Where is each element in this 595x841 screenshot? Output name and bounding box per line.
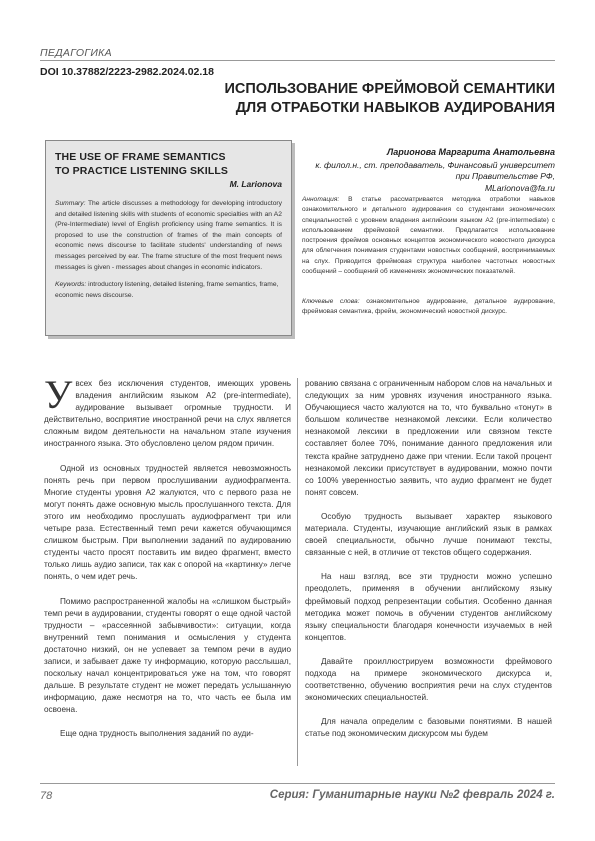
summary-text: The article discusses a methodology for developing introductory and detailed listening skills with students of economic specialties with an A2 (Pre-Intermediate) level of English proficiency using frame semantics. It is proposed to use the construction of frames of the main concepts of economic news discourse to facilitate students' understanding of news messages perceived by ear. The frame structure of the most frequent news messages is given - messages about changes in economic indicators. <box>55 200 282 271</box>
page-number: 78 <box>40 790 53 802</box>
annotation-label: Аннотация: <box>302 196 340 203</box>
drop-cap: У <box>44 372 73 417</box>
keywords-ru-label: Ключевые слова: <box>302 298 360 305</box>
series-label: Серия: Гуманитарные науки №2 февраль 2024 г. <box>269 789 555 801</box>
annotation-text: В статье рассматривается методика отработки навыков ознакомительного и детального аудирования со студентами экономических специальностей с уровнем владения английским языком А2 (pre-intermediate) с использованием фреймовой семантики. Предлагается использование построения фреймов основных концептов экономического новостного дискурса для облегчения понимания студентами новостных сообщений, воспринимаемых на слух. Приводится фреймовая структура наиболее частотных новостных сообщений – сообщений об изменениях экономических показателей. <box>302 196 555 276</box>
english-title-line-2: TO PRACTICE LISTENING SKILLS <box>55 165 228 177</box>
author-affiliation-2: при Правительстве РФ, <box>455 171 555 181</box>
body-column-right <box>305 378 552 752</box>
article-title-line-1: ИСПОЛЬЗОВАНИЕ ФРЕЙМОВОЙ СЕМАНТИКИ <box>224 81 555 97</box>
article-title-line-2: ДЛЯ ОТРАБОТКИ НАВЫКОВ АУДИРОВАНИЯ <box>235 100 555 116</box>
english-abstract-box <box>45 140 292 336</box>
paragraph <box>44 372 291 451</box>
paragraph: рованию связана с ограниченным набором слов на начальных и следующих за ним уровнях изучения иностранного языка. Обучающиеся часто жалуются на то, что буквально «тонут» в большом количестве незнакомой лексики. Если количество незнакомой лексики в предложении или связном тексте составляет более 70%, понимание данного предложения или текста крайне затруднено даже при чтении. Если такой процент незнакомой лексики присутствует в аудировании, можно почти со 100% уверенностью заявить, что аудио фрагмент не будет понят совсем. <box>305 379 552 497</box>
author-affiliation-1: к. филол.н., ст. преподаватель, Финансовый университет <box>315 159 555 170</box>
keywords-text: introductory listening, detailed listening, frame semantics, frame, economic news discourse. <box>55 281 279 299</box>
paragraph-text: всех без исключения студентов, имеющих уровень владения английским языком А2 (pre-intermediate), аудирование вызывает огромные трудности. И действительно, восприятие иностранной речи на слух является сложным видом деятельности на начальном этапе изучения иностранного языка. Это обусловлено целом рядом причин. <box>44 379 291 449</box>
paragraph: Еще одна трудность выполнения заданий по ауди- <box>60 729 254 739</box>
english-summary <box>55 199 282 273</box>
doi-label: DOI 10.37882/2223-2982.2024.02.18 <box>40 66 214 78</box>
body-column-left <box>44 372 291 753</box>
paragraph: Давайте проиллюстрируем возможности фреймового подхода на примере экономического дискурса и, соответственно, обучению восприятия речи на слух студентов экономических специальностей. <box>305 656 552 703</box>
paragraph: Особую трудность вызывает характер языкового материала. Студенты, изучающие английский язык в рамках своей специальности, обычно лучше понимают тексты, связанные с ней, в отличие от текстов общего содержания. <box>305 511 552 558</box>
keywords-label: Keywords: <box>55 281 87 289</box>
english-keywords <box>55 280 282 301</box>
paragraph: Помимо распространенной жалобы на «слишком быстрый» темп речи в аудировании, студенты говорят о еще одной частой трудности – «рассеянной забывчивости»: ситуации, когда внутренний темп понимания и осмысления у студента достаточно низкий, он не успевает за темпом речи в аудио записи, и забывает даже ту информацию, которую расслышал, поскольку начал концентрироваться уже на том, что говорят дальше. В результате студент не может передать услышанную информацию, даже несмотря на то, что часть ее была им освоена. <box>44 596 291 715</box>
keywords-ru-text: ознакомительное аудирование, детальное аудирование, фреймовая семантика, фрейм, экономический новостной дискурс. <box>302 298 555 316</box>
english-title <box>55 150 282 178</box>
english-title-line-1: THE USE OF FRAME SEMANTICS <box>55 151 226 163</box>
paragraph: Для начала определим с базовыми понятиями. В нашей статье под экономическим дискурсом мы будем <box>305 717 552 739</box>
summary-label: Summary: <box>55 200 86 207</box>
author-name: Ларионова Маргарита Анатольевна <box>387 147 555 157</box>
header-divider <box>40 60 555 61</box>
rubric-label: ПЕДАГОГИКА <box>40 47 112 59</box>
footer-divider <box>40 783 555 784</box>
article-title <box>215 80 555 118</box>
column-divider <box>297 378 298 766</box>
author-email: MLarionova@fa.ru <box>484 182 555 193</box>
english-author: M. Larionova <box>229 179 282 189</box>
paragraph: На наш взгляд, все эти трудности можно успешно преодолеть, применяя в обучении английскому языку фреймовый подход репрезентации события. Особенно данная методика может помочь в обучении студентов английскому языку специальности благодаря конечности изучаемых в ней концептов. <box>305 572 552 642</box>
author-block <box>295 147 555 194</box>
russian-annotation <box>302 195 555 277</box>
paragraph: Одной из основных трудностей является невозможность понять речь при первом прослушивании аудиофрагмента. Многие студенты уровня А2 жалуются, что с первого раза не могут понять даже основную мысль прослушанного текста. Для этого им необходимо прослушать аудиофрагмент три или четыре раза. Естественный темп речи кажется обучающимся слишком быстрым. При выполнении заданий по аудированию студенты часто просят поставить им видео фрагмент, вместо только лишь аудио записи, так как с опорой на «картинку» легче понять, о чем идет речь. <box>44 463 291 582</box>
russian-keywords <box>302 297 555 318</box>
